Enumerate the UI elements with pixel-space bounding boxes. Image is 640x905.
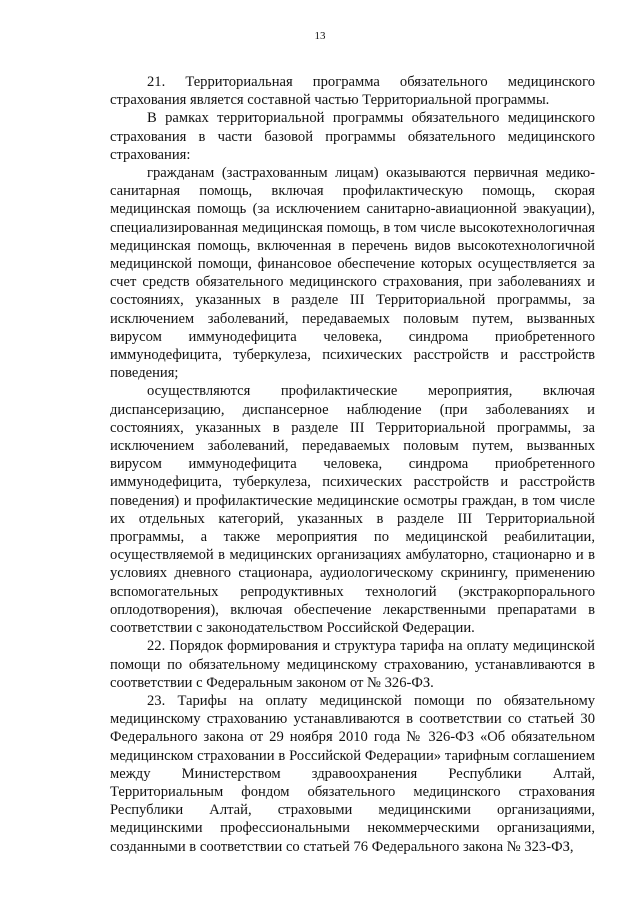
paragraph-preventive-measures: осуществляются профилактические мероприятия, включая диспансеризацию, диспансерное наблюдение (при заболеваниях и состояниях, указанных в разделе III Территориальной программы, за исключением заболеваний, передаваемых половым путем, вызванных вирусом иммунодефицита человека, синдрома приобретенного иммунодефицита, туберкулеза, психических расстройств и расстройств поведения) и профилактические медицинские осмотры граждан, в том числе их отдельных категорий, указанных в разделе III Территориальной программы, а также мероприятия по медицинской реабилитации, осуществляемой в медицинских организациях амбулаторно, стационарно и в условиях дневного стационара, аудиологическому скринингу, применению вспомогательных репродуктивных технологий (экстракорпорального оплодотворения), включая обеспечение лекарственными препаратами в соответствии с законодательством Российской Федерации. — [110, 383, 595, 637]
page-number: 13 — [314, 30, 326, 42]
paragraph-23: 23. Тарифы на оплату медицинской помощи по обязательному медицинскому страхованию устанавливаются в соответствии со статьей 30 Федерального закона от 29 ноября 2010 года № 326-ФЗ «Об обязательном медицинском страховании в Российской Федерации» тарифным соглашением между Министерством здравоохранения Республики Алтай, Территориальным фондом обязательного медицинского страхования Республики Алтай, страховыми медицинскими организациями, медицинскими профессиональными некоммерческими организациями, созданными в соответствии со статьей 76 Федерального закона № 323-ФЗ, — [110, 692, 595, 855]
paragraph-program-scope: В рамках территориальной программы обязательного медицинского страхования в части базовой программы обязательного медицинского страхования: — [110, 110, 595, 163]
paragraph-medical-care-types: гражданам (застрахованным лицам) оказываются первичная медико-санитарная помощь, включая профилактическую помощь, скорая медицинская помощь (за исключением санитарно-авиационной эвакуации), специализированная медицинская помощь, в том числе высокотехнологичная медицинская помощь, включенная в перечень видов высокотехнологичной медицинской помощи, финансовое обеспечение которых осуществляется за счет средств обязательного медицинского страхования, при заболеваниях и состояниях, указанных в разделе III Территориальной программы, за исключением заболеваний, передаваемых половым путем, вызванных вирусом иммунодефицита человека, синдрома приобретенного иммунодефицита, туберкулеза, психических расстройств и расстройств поведения; — [110, 165, 595, 382]
document-body — [110, 73, 595, 856]
paragraph-21: 21. Территориальная программа обязательного медицинского страхования является составной частью Территориальной программы. — [110, 74, 595, 109]
paragraph-22: 22. Порядок формирования и структура тарифа на оплату медицинской помощи по обязательному медицинскому страхованию, устанавливаются в соответствии с Федеральным законом от № 326-ФЗ. — [110, 638, 595, 691]
